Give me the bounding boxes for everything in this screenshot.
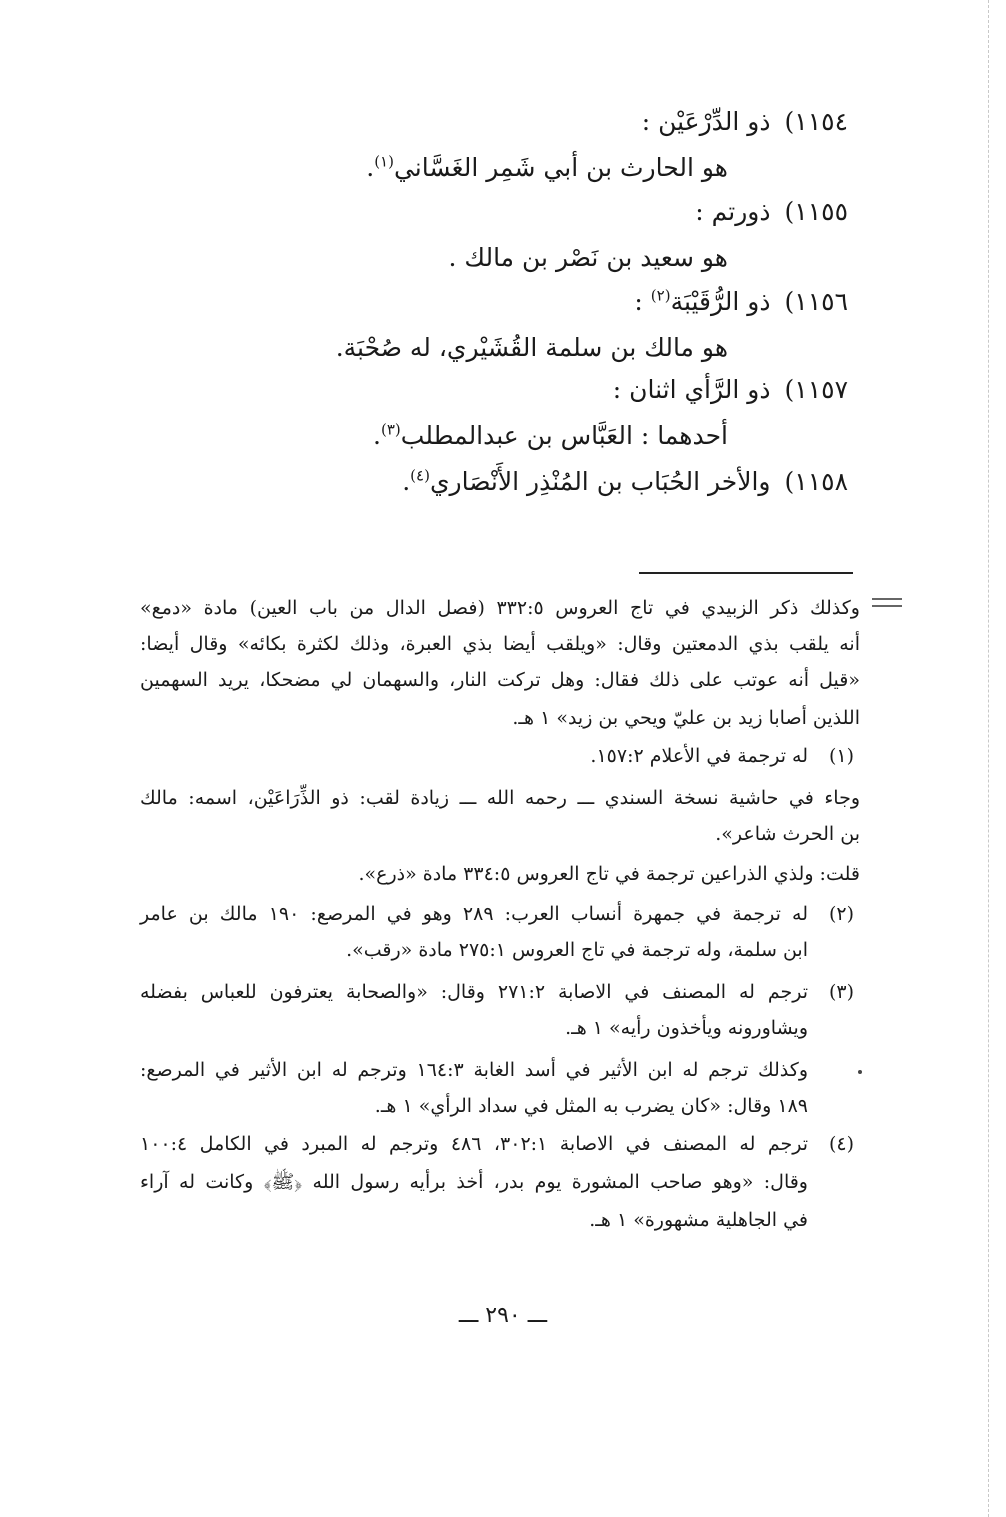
footnote-ref: (٢) <box>650 286 671 305</box>
entry-number: ١١٥٤) <box>784 107 848 136</box>
footnote-line: ابن سلمة، وله ترجمة في تاج العروس ٢٧٥:١ مادة «رقب». <box>346 939 808 961</box>
footnote-line: ويشاورونه ويأخذون رأيه» ١ هـ. <box>565 1017 808 1039</box>
entry-1157-text <box>88 416 728 456</box>
entry-title: ذورتم : <box>695 197 771 226</box>
entry-1155-text <box>88 238 728 278</box>
entry-title-tail: : <box>634 287 651 316</box>
footnote-label: (٣) <box>828 981 854 1003</box>
entry-title-tail: . <box>402 467 411 496</box>
footnote-ref: (٤) <box>410 466 430 485</box>
footnote-line: ترجم له المصنف في الاصابة ٣٠٢:١، ٤٨٦ وترجم له المبرد في الكامل ١٠٠:٤ <box>140 1133 809 1155</box>
entry-text: هو سعيد بن نَصْر بن مالك . <box>448 243 728 272</box>
entry-title: ذو الدِّرْعَيْن : <box>641 107 771 136</box>
footnote-ref: (١) <box>374 152 394 171</box>
entry-1154-heading <box>128 102 848 142</box>
footnote-ref: (٣) <box>381 420 401 439</box>
footnote-line: بن الحرث شاعر». <box>715 823 860 845</box>
footnote-label: (٤) <box>828 1133 854 1155</box>
footnote-continuation-line: «قيل أنه عوتب على ذلك فقال: وهل تركت النار، والسهمان لي مضحكا، يريد السهمين <box>140 669 860 691</box>
footnote-line: له ترجمة في الأعلام ١٥٧:٢. <box>590 745 808 767</box>
entry-text: هو الحارث بن أبي شَمِر الغَسَّاني <box>393 153 728 182</box>
footnote-continuation-line: أنه يلقب بذي الدمعتين وقال: «ويلقب أيضا بذي العبرة، وذلك لكثرة بكائه» وقال أيضا: <box>140 633 860 655</box>
scan-edge <box>988 0 989 1517</box>
entry-text: أحدهما : العَبَّاس بن عبدالمطلب <box>400 421 728 450</box>
entry-1154-text <box>88 148 728 188</box>
footnote-continuation-line: اللذين أصابا زيد بن عليّ ويحي بن زيد» ١ هـ. <box>512 707 860 729</box>
entry-text-tail: . <box>366 153 375 182</box>
entry-text: هو مالك بن سلمة القُشَيْري، له صُحْبَة. <box>335 333 728 362</box>
entry-number: ١١٥٧) <box>784 375 848 404</box>
footnote-line: ١٨٩ وقال: «كان يضرب به المثل في سداد الرأي» ١ هـ. <box>374 1095 808 1117</box>
footnote-label: (١) <box>828 745 854 767</box>
entry-number: ١١٥٦) <box>784 287 848 316</box>
entry-1156-heading <box>128 282 848 322</box>
entry-1156-text <box>88 328 728 368</box>
footnote-line: قلت: ولذي الذراعين ترجمة في تاج العروس ٣٣٤:٥ مادة «ذرع». <box>358 863 860 885</box>
footnote-line: ترجم له المصنف في الاصابة ٢٧١:٢ وقال: «والصحابة يعترفون للعباس بفضله <box>140 981 808 1003</box>
margin-dot <box>858 1070 862 1074</box>
entry-title: ذو الرُّقَيْبَة <box>670 287 771 316</box>
footnote-line: وقال: «وهو صاحب المشورة يوم بدر، أخذ برأيه رسول الله ﴿ﷺ﴾ وكانت له آراء <box>140 1171 808 1193</box>
footnote-line: له ترجمة في جمهرة أنساب العرب: ٢٨٩ وهو في المرصع: ١٩٠ مالك بن عامر <box>140 903 808 925</box>
entry-title: ذو الرَّأي اثنان : <box>612 375 771 404</box>
footnote-label: (٢) <box>828 903 854 925</box>
entry-1157-heading <box>128 370 848 410</box>
margin-mark <box>872 598 902 607</box>
footnote-continuation-line: وكذلك ذكر الزبيدي في تاج العروس ٣٣٢:٥ (فصل الدال من باب العين) مادة «دمع» <box>140 597 860 619</box>
entry-1155-heading <box>128 192 848 232</box>
footnote-line: في الجاهلية مشهورة» ١ هـ. <box>589 1209 808 1231</box>
entry-number: ١١٥٥) <box>784 197 848 226</box>
entry-1158-heading <box>128 462 848 502</box>
entry-text-tail: . <box>373 421 381 450</box>
entry-number: ١١٥٨) <box>784 467 848 496</box>
entry-title: والأخر الحُبَاب بن المُنْذِر الأَنْصَاري <box>429 467 771 496</box>
footnote-separator <box>639 572 853 574</box>
footnote-line: وكذلك ترجم له ابن الأثير في أسد الغابة ١٦٤:٣ وترجم له ابن الأثير في المرصع: <box>140 1059 809 1081</box>
page-number: ـــ ٢٩٠ ـــ <box>458 1303 548 1328</box>
footnote-line: وجاء في حاشية نسخة السندي ـــ رحمه الله ـــ زيادة لقب: ذو الذِّرَاعَيْن، اسمه: مالك <box>140 787 860 809</box>
